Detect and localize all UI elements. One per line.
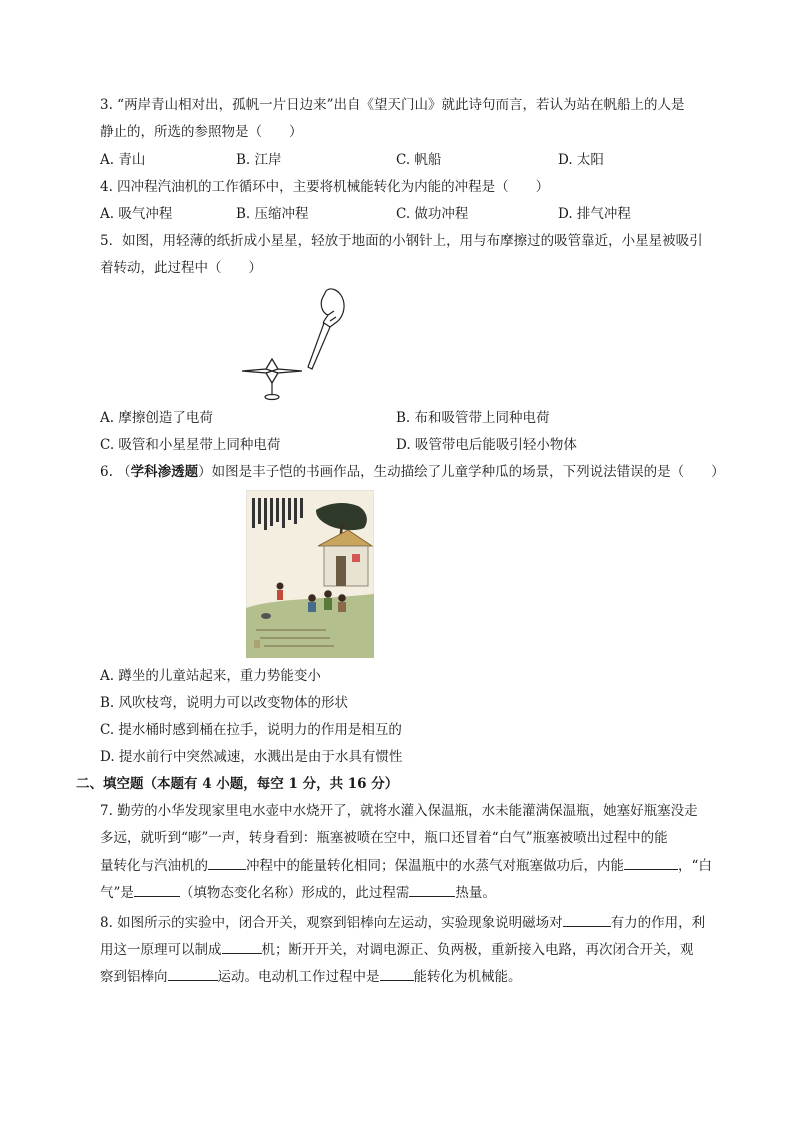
q8-l3-text-b: 运动。电动机工作过程中是: [217, 969, 380, 985]
q6-tag: 学科渗透题: [130, 464, 199, 480]
q8-stem-line2: [100, 939, 694, 960]
q5-option-d: D. 吸管带电后能吸引轻小物体: [396, 437, 577, 453]
q6-option-d: D. 提水前行中突然减速，水溅出是由于水具有惯性: [100, 749, 403, 765]
q3-option-a: A. 青山: [100, 152, 146, 168]
q6-option-a: A. 蹲坐的儿童站起来，重力势能变小: [100, 668, 321, 684]
q7-blank-1[interactable]: [208, 855, 246, 870]
paper-star-illustration: [242, 359, 302, 383]
section-2-heading: 二、填空题（本题有 4 小题，每空 1 分，共 16 分）: [76, 776, 399, 792]
q7-stem-line2: 多远，就听到“嘭”一声，转身看到：瓶塞被喷在空中，瓶口还冒着“白气”瓶塞被喷出过程中的能: [100, 830, 668, 846]
q3-option-b: B. 江岸: [236, 152, 282, 168]
q4-option-d: D. 排气冲程: [558, 206, 631, 222]
hand-illustration: [321, 289, 344, 328]
q3-option-d: D. 太阳: [558, 152, 604, 168]
q4-option-a: A. 吸气冲程: [100, 206, 173, 222]
q7-stem-line1: 7. 勤劳的小华发现家里电水壶中水烧开了，就将水灌入保温瓶，水未能灌满保温瓶，她塞好瓶塞没走: [100, 803, 698, 819]
q7-blank-4[interactable]: [409, 882, 455, 897]
star-needle-straw-figure: [238, 285, 358, 403]
q7-blank-2[interactable]: [624, 855, 678, 870]
q7-l3-text-c: ，“白: [678, 858, 712, 874]
q8-blank-1[interactable]: [563, 912, 611, 927]
q8-stem-line1: [100, 912, 705, 933]
q4-option-c: C. 做功冲程: [396, 206, 469, 222]
feng-zikai-painting: [246, 490, 374, 658]
q8-blank-2[interactable]: [222, 939, 262, 954]
q8-blank-3[interactable]: [168, 966, 218, 981]
q7-l4-text-a: 气”是: [100, 885, 134, 901]
q5-stem-line1: 5．如图，用轻薄的纸折成小星星，轻放于地面的小钢针上，用与布摩擦过的吸管靠近，小星星被吸引: [100, 233, 703, 249]
q7-l3-text-a: 量转化与汽油机的: [100, 858, 208, 874]
q7-l4-text-c: 热量。: [455, 885, 496, 901]
q8-l2-text-b: 机；断开开关，对调电源正、负两极，重新接入电路，再次闭合开关，观: [261, 942, 694, 958]
q3-option-c: C. 帆船: [396, 152, 442, 168]
q7-stem-line3: [100, 855, 712, 876]
q7-l3-text-b: 冲程中的能量转化相同；保温瓶中的水蒸气对瓶塞做功后，内能: [246, 858, 624, 874]
q8-l2-text-a: 用这一原理可以制成: [100, 942, 222, 958]
q7-blank-3[interactable]: [134, 882, 180, 897]
q5-option-c: C. 吸管和小星星带上同种电荷: [100, 437, 281, 453]
needle-base-illustration: [265, 383, 279, 400]
q6-option-b: B. 风吹枝弯，说明力可以改变物体的形状: [100, 695, 349, 711]
q7-l4-text-b: （填物态变化名称）形成的，此过程需: [179, 885, 410, 901]
q3-stem-line2: 静止的，所选的参照物是（ ）: [100, 124, 303, 140]
q6-stem: [100, 462, 725, 482]
q6-option-c: C. 提水桶时感到桶在拉手，说明力的作用是相互的: [100, 722, 402, 738]
q8-blank-4[interactable]: [380, 966, 414, 981]
q5-option-b: B. 布和吸管带上同种电荷: [396, 410, 550, 426]
q5-stem-line2: 着转动，此过程中（ ）: [100, 260, 262, 276]
q4-option-b: B. 压缩冲程: [236, 206, 309, 222]
q5-option-a: A. 摩擦创造了电荷: [100, 410, 213, 426]
q7-stem-line4: [100, 882, 496, 903]
q3-stem-line1: 3. “两岸青山相对出，孤帆一片日边来”出自《望天门山》就此诗句而言，若认为站在帆船上的人是: [100, 97, 685, 113]
q8-l3-text-a: 察到铝棒向: [100, 969, 168, 985]
q8-l1-text-a: 8. 如图所示的实验中，闭合开关，观察到铝棒向左运动，实验现象说明磁场对: [100, 915, 563, 931]
q6-number: 6. （: [100, 464, 131, 480]
q6-text: ）如图是丰子恺的书画作品，生动描绘了儿童学种瓜的场景，下列说法错误的是（ ）: [198, 464, 725, 480]
straw-illustration: [308, 323, 330, 369]
q8-l1-text-b: 有力的作用，利: [610, 915, 706, 931]
q8-stem-line3: [100, 966, 522, 987]
bucket-illustration: [261, 613, 271, 619]
q8-l3-text-c: 能转化为机械能。: [413, 969, 522, 985]
q4-stem: 4. 四冲程汽油机的工作循环中，主要将机械能转化为内能的冲程是（ ）: [100, 179, 550, 195]
